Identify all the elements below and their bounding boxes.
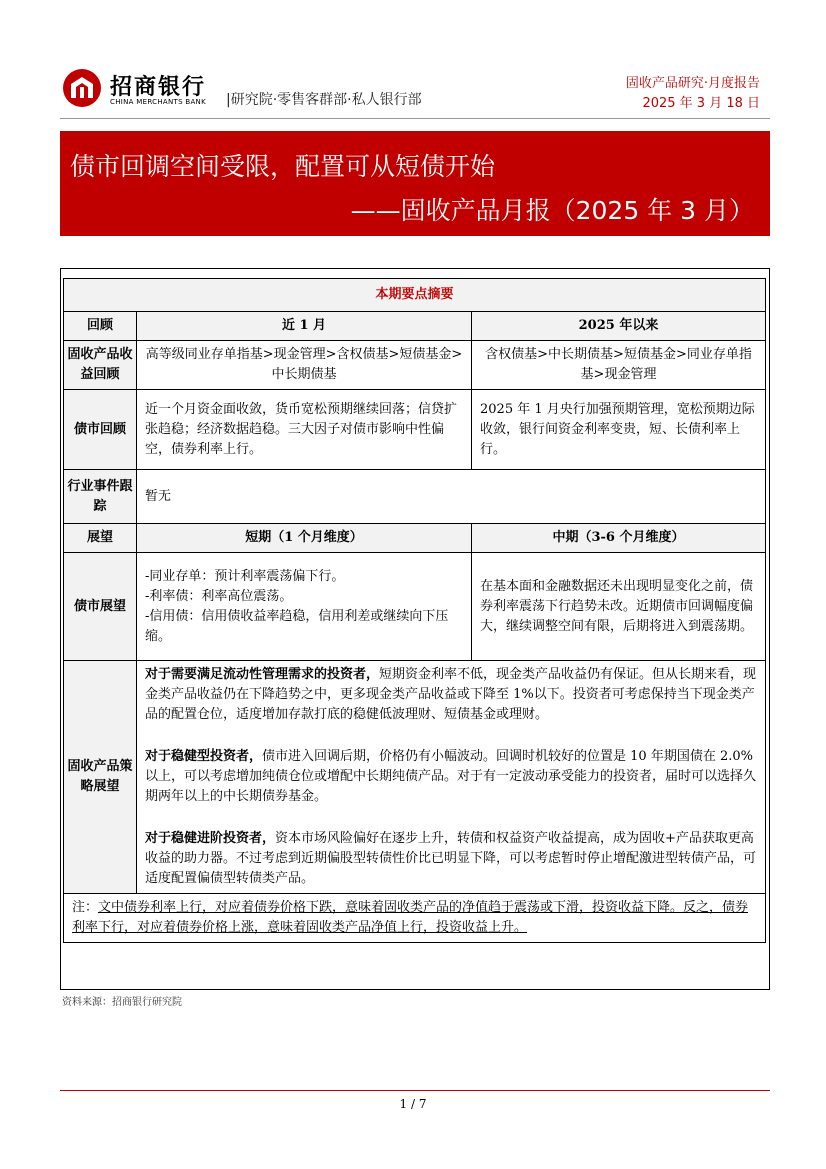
strategy-advanced-lead: 对于稳健进阶投资者，: [145, 831, 276, 846]
returns-ytd: 含权债基>中长期债基>短债基金>同业存单指基>现金管理: [472, 341, 766, 390]
strategy-conservative-text: 债市进入回调后期，价格仍有小幅波动。回调时机较好的位置是 10 年期国债在 2.0%以上，可以考虑增加纯债仓位或增配中长期纯债产品。对于有一定波动承受能力的投资者，届时可以选择久期两年以上的中长期债券基金。: [145, 749, 757, 804]
short-item-rates: -利率债：利率高位震荡。: [145, 588, 293, 604]
col-short-header: 短期（1 个月维度）: [137, 524, 472, 553]
short-outlook: [137, 553, 472, 661]
report-date: 2025 年 3 月 18 日: [642, 96, 760, 111]
strategy-liquidity-lead: 对于需要满足流动性管理需求的投资者，: [145, 667, 380, 682]
summary-title: 本期要点摘要: [64, 279, 766, 312]
returns-review-label: 固收产品收益回顾: [64, 341, 137, 390]
title-banner: [60, 131, 770, 236]
summary-table: [63, 278, 766, 943]
bond-outlook-label: 债市展望: [64, 553, 137, 661]
short-item-ncd: -同业存单：预计利率震荡偏下行。: [145, 568, 345, 584]
events-label: 行业事件跟踪: [64, 470, 137, 524]
bond-review-recent: 近一个月资金面收敛，货币宽松预期继续回落；信贷扩张趋稳；经济数据趋稳。三大因子对债市影响中性偏空，债券利率上行。: [137, 390, 472, 470]
departments: |研究院·零售客群部·私人银行部: [226, 92, 422, 108]
outlook-label: 展望: [64, 524, 137, 553]
returns-recent: 高等级同业存单指基>现金管理>含权债基>短债基金>中长期债基: [137, 341, 472, 390]
strategy-conservative-lead: 对于稳健型投资者，: [145, 749, 263, 764]
header-divider: [60, 118, 770, 119]
page-number: 1 / 7: [399, 1097, 427, 1111]
events-text: 暂无: [137, 470, 766, 524]
cmb-logo-icon: [62, 68, 102, 108]
bond-review-label: 债市回顾: [64, 390, 137, 470]
bank-name-en: CHINA MERCHANTS BANK: [110, 98, 206, 106]
report-type: 固收产品研究·月度报告: [625, 76, 760, 91]
strategy-label: 固收产品策略展望: [64, 661, 137, 894]
strategy-liquidity-text: 短期资金利率不低，现金类产品收益仍有保证。但从长期来看，现金类产品收益仍在下降趋势之中，更多现金类产品收益或下降至 1%以下。投资者可考虑保持当下现金类产品的配置仓位，适度增加存款打底的稳健低波理财、短债基金或理财。: [145, 667, 757, 722]
report-subtitle: ——固收产品月报（2025 年 3 月）: [350, 196, 754, 225]
data-source: 资料来源：招商银行研究院: [62, 997, 182, 1008]
review-label: 回顾: [64, 312, 137, 341]
bond-review-ytd: 2025 年 1 月央行加强预期管理，宽松预期边际收敛，银行间资金利率变贵，短、长债利率上行。: [472, 390, 766, 470]
strategy-advanced-text: 资本市场风险偏好在逐步上升，转债和权益资产收益提高，成为固收+产品获取更高收益的助力器。不过考虑到近期偏股型转债性价比已明显下降，可以考虑暂时停止增配激进型转债产品，可适度配置偏债型转债类产品。: [145, 831, 757, 886]
col-mid-header: 中期（3-6 个月维度）: [472, 524, 766, 553]
strategy-conservative: [145, 747, 757, 807]
strategy-advanced: [145, 829, 757, 889]
short-item-credit: -信用债：信用债收益率趋稳，信用利差或继续向下压缩。: [145, 608, 449, 644]
note-prefix: 注：: [72, 900, 99, 915]
report-title: 债市回调空间受限，配置可从短债开始: [70, 152, 496, 181]
note-text: 文中债券利率上行，对应着债券价格下跌，意味着固收类产品的净值趋于震荡或下滑，投资收益下降。反之，债券利率下行，对应着债券价格上涨，意味着固收类产品净值上行，投资收益上升。: [72, 900, 749, 935]
strategy-liquidity: [145, 665, 757, 725]
mid-outlook: 在基本面和金融数据还未出现明显变化之前，债券利率震荡下行趋势未改。近期债市回调幅度偏大，继续调整空间有限，后期将进入到震荡期。: [472, 553, 766, 661]
col-recent-header: 近 1 月: [137, 312, 472, 341]
col-ytd-header: 2025 年以来: [472, 312, 766, 341]
page-header: [0, 0, 826, 130]
strategy-content: [137, 661, 766, 894]
bank-name-cn: 招商银行: [110, 75, 207, 100]
summary-note: [64, 894, 766, 943]
footer-divider: [60, 1090, 770, 1091]
